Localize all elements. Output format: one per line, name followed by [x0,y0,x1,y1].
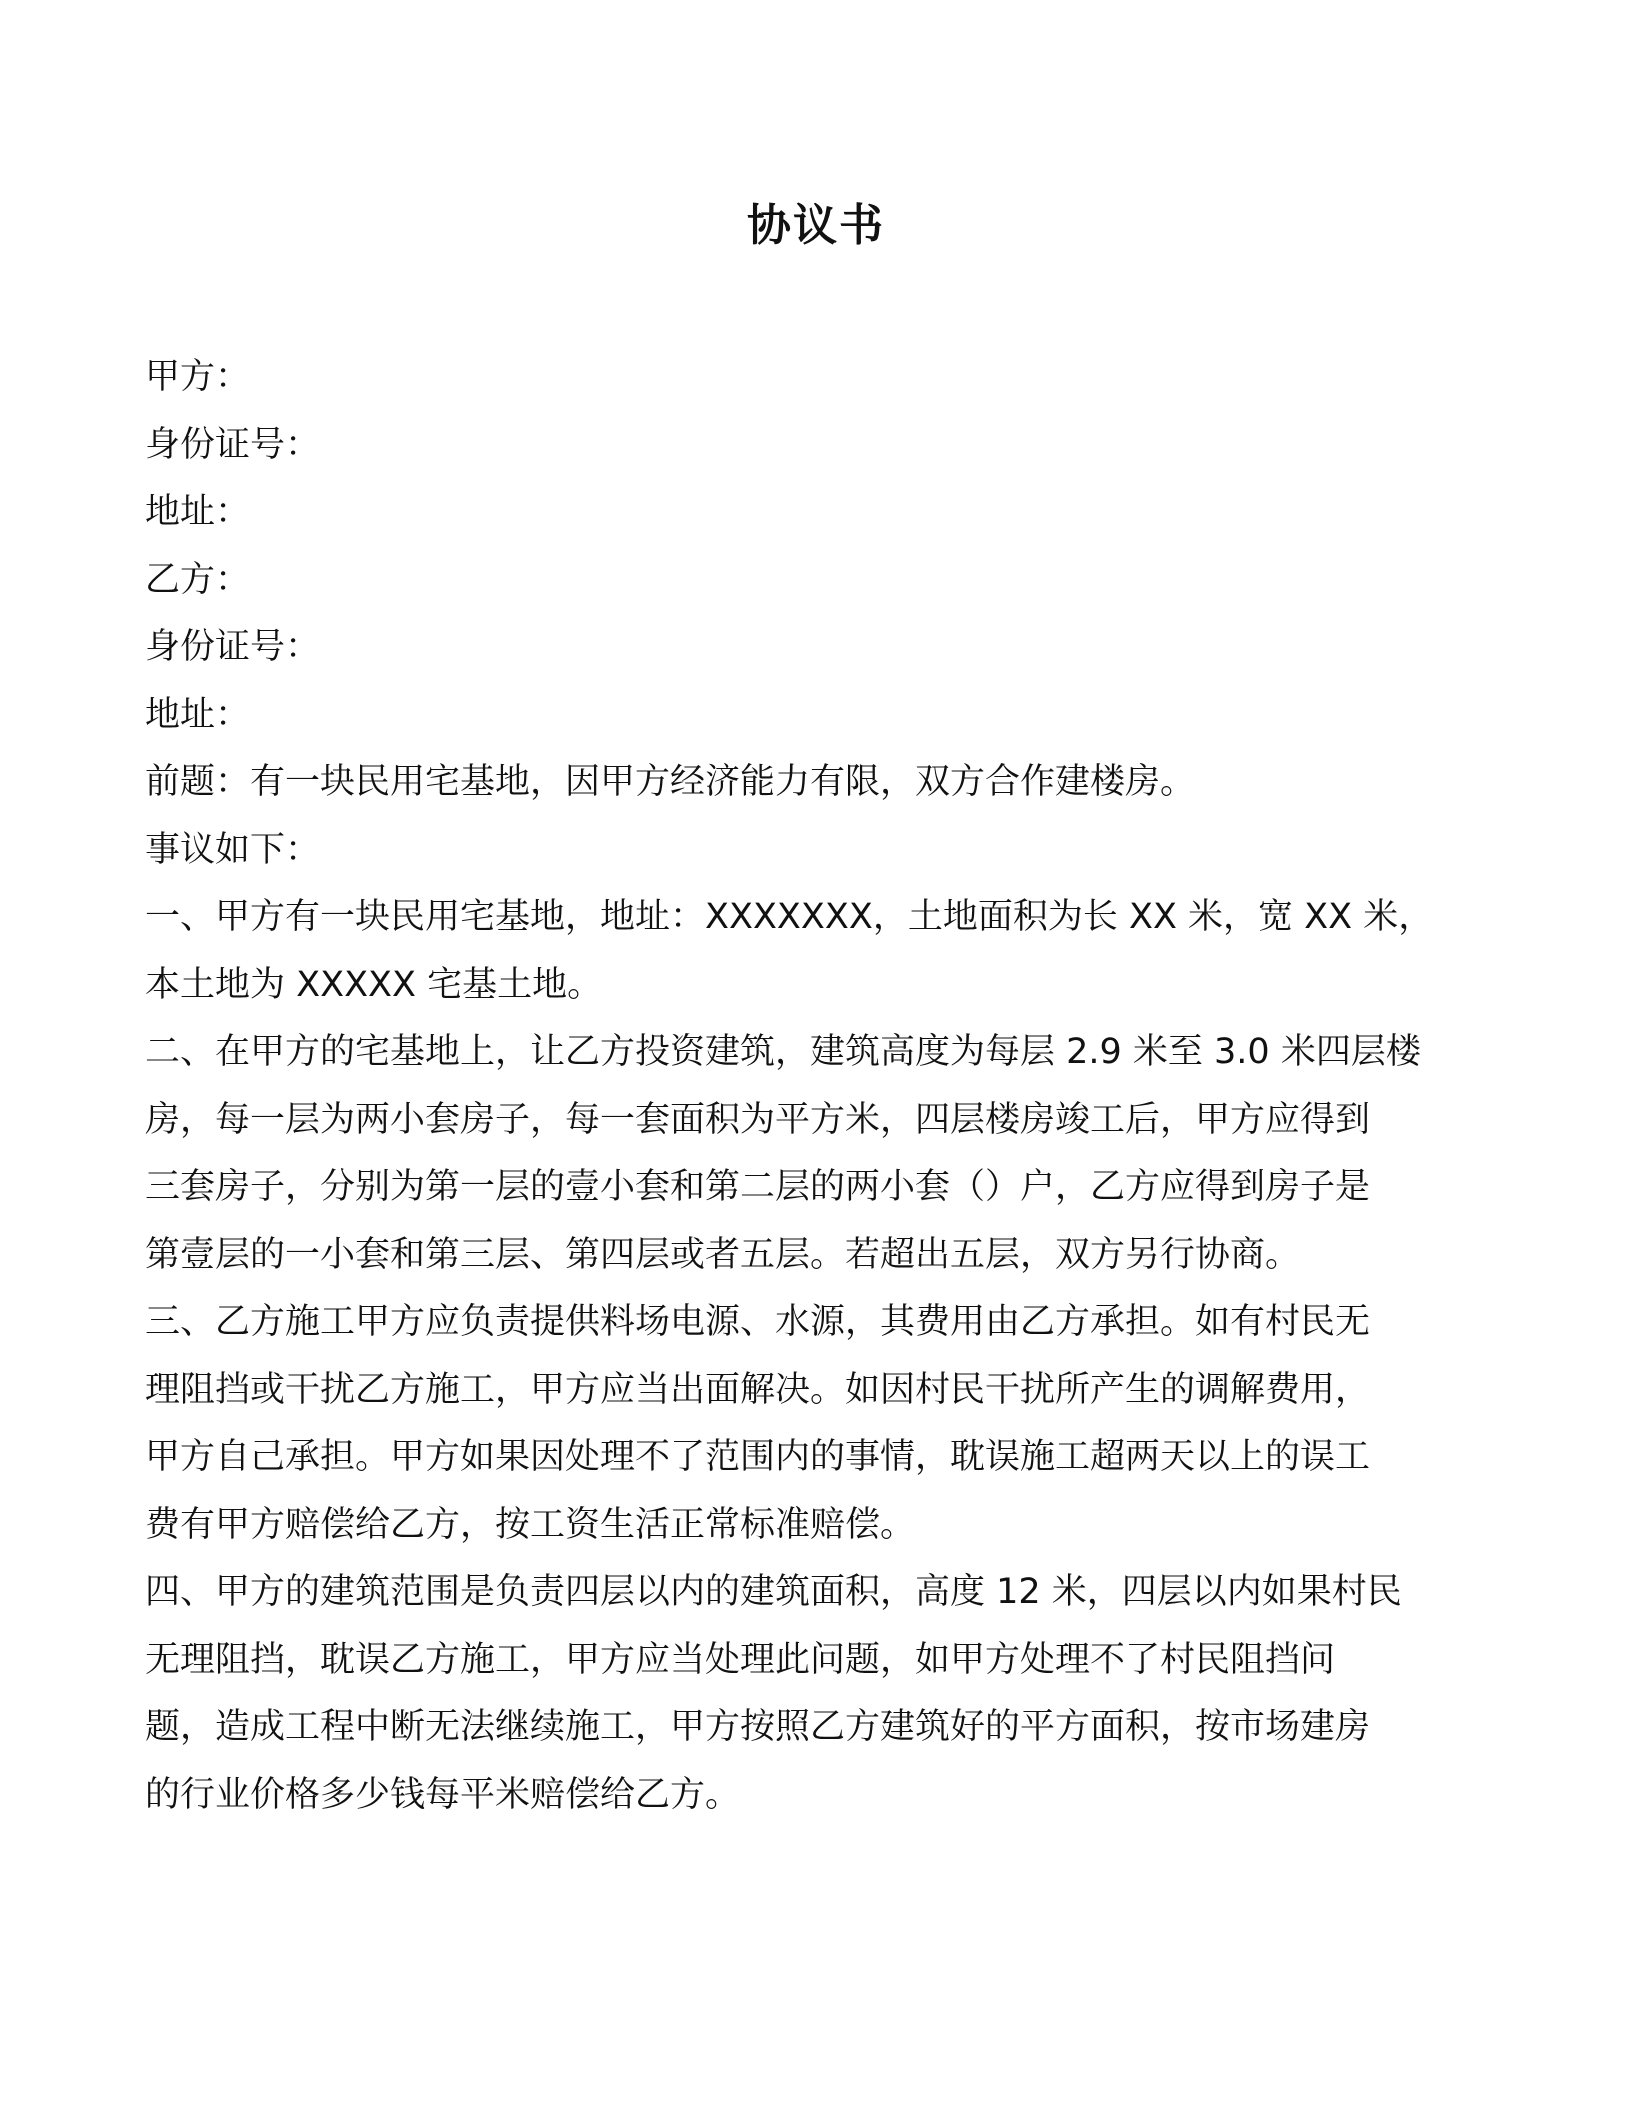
clause-4-line-1: 四、甲方的建筑范围是负责四层以内的建筑面积，高度 12 米，四层以内如果村民 [145,1572,1402,1612]
clause-4-line-2: 无理阻挡，耽误乙方施工，甲方应当处理此问题，如甲方处理不了村民阻挡问 [145,1639,1336,1680]
document-title: 协议书 [747,200,885,251]
party-a-label: 甲方： [145,357,251,397]
clause-4-line-3: 题，造成工程中断无法继续施工，甲方按照乙方建筑好的平方面积，按市场建房 [145,1707,1371,1747]
preamble-line: 前题：有一块民用宅基地，因甲方经济能力有限，双方合作建楼房。 [145,762,1196,802]
party-a-address-label: 地址： [145,492,251,532]
clause-3-line-2: 理阻挡或干扰乙方施工，甲方应当出面解决。如因村民干扰所产生的调解费用， [145,1369,1371,1410]
clause-4-line-4: 的行业价格多少钱每平米赔偿给乙方。 [145,1774,741,1815]
clause-3-line-1: 三、乙方施工甲方应负责提供料场电源、水源，其费用由乙方承担。如有村民无 [145,1302,1371,1342]
party-b-label: 乙方： [145,559,251,600]
clause-3-line-4: 费有甲方赔偿给乙方，按工资生活正常标准赔偿。 [145,1504,916,1545]
clause-2-line-3: 三套房子，分别为第一层的壹小套和第二层的两小套（）户，乙方应得到房子是 [145,1167,1371,1207]
party-a-id-label: 身份证号： [145,424,321,465]
clause-2-line-2: 房，每一层为两小套房子，每一套面积为平方米，四层楼房竣工后，甲方应得到 [145,1099,1371,1140]
agenda-heading: 事议如下： [145,829,321,870]
clause-1-line-2: 本土地为 XXXXX 宅基土地。 [145,964,603,1005]
party-b-address-label: 地址： [145,694,251,735]
party-b-id-label: 身份证号： [145,627,321,667]
clause-2-line-1: 二、在甲方的宅基地上，让乙方投资建筑，建筑高度为每层 2.9 米至 3.0 米四层楼 [145,1032,1421,1072]
clause-2-line-4: 第壹层的一小套和第三层、第四层或者五层。若超出五层，双方另行协商。 [145,1234,1301,1275]
document-body [145,344,1485,1829]
clause-1-line-1: 一、甲方有一块民用宅基地，地址：XXXXXXX，土地面积为长 XX 米，宽 XX 米， [145,897,1434,937]
clause-3-line-3: 甲方自己承担。甲方如果因处理不了范围内的事情，耽误施工超两天以上的误工 [145,1437,1371,1477]
